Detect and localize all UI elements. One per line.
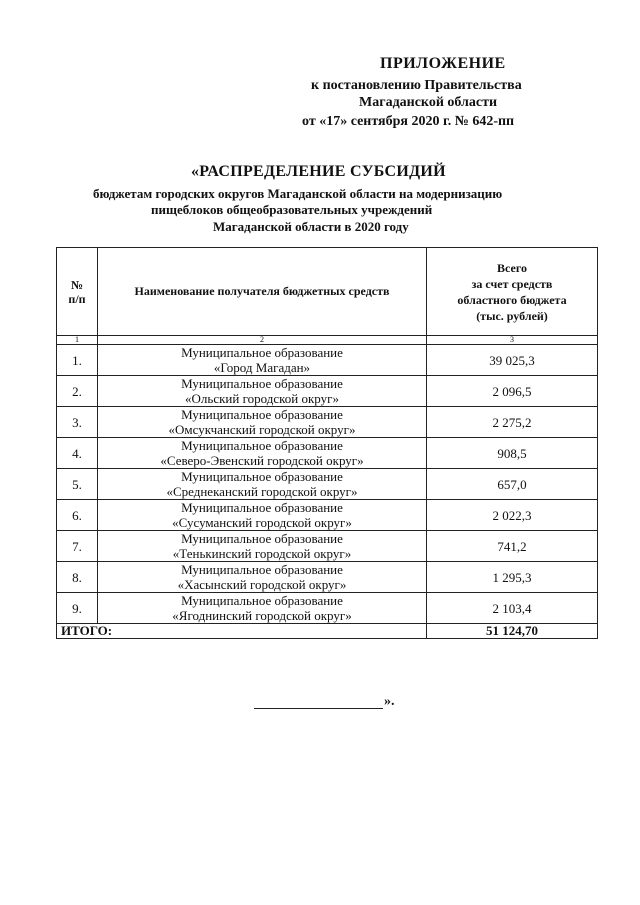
document-subtitle-1: бюджетам городских округов Магаданской области на модернизацию [93, 186, 503, 201]
table-row [57, 469, 598, 500]
table-row [57, 376, 598, 407]
subsidy-amount: 2 022,3 [427, 500, 598, 531]
row-number: 5. [57, 469, 98, 500]
region-line: Магаданской области [359, 95, 498, 110]
recipient-name: Муниципальное образование «Омсукчанский городской округ» [98, 407, 427, 438]
recipient-name: Муниципальное образование «Хасынский городской округ» [98, 562, 427, 593]
resolution-ref-line: к постановлению Правительства [311, 78, 522, 93]
row-number: 8. [57, 562, 98, 593]
recipient-name: Муниципальное образование «Ягоднинский городской округ» [98, 593, 427, 624]
row-number: 9. [57, 593, 98, 624]
table-row [57, 438, 598, 469]
total-amount: 51 124,70 [427, 624, 598, 639]
subsidy-amount: 741,2 [427, 531, 598, 562]
column-number-2: 2 [98, 336, 427, 345]
recipient-name: Муниципальное образование «Тенькинский городской округ» [98, 531, 427, 562]
closing-quote: ». [384, 694, 395, 709]
subsidy-amount: 2 103,4 [427, 593, 598, 624]
subsidy-amount: 657,0 [427, 469, 598, 500]
subsidy-amount: 2 275,2 [427, 407, 598, 438]
document-subtitle-2: пищеблоков общеобразовательных учреждений [151, 202, 433, 217]
subsidy-amount: 39 025,3 [427, 345, 598, 376]
recipient-name: Муниципальное образование «Город Магадан» [98, 345, 427, 376]
column-number-3: 3 [427, 336, 598, 345]
document-title: «РАСПРЕДЕЛЕНИЕ СУБСИДИЙ [191, 163, 446, 180]
signature-line [254, 694, 383, 709]
table-row [57, 531, 598, 562]
column-number-row [57, 336, 598, 345]
row-number: 7. [57, 531, 98, 562]
subsidy-amount: 1 295,3 [427, 562, 598, 593]
header-recipient: Наименование получателя бюджетных средств [98, 248, 427, 336]
resolution-date-line: от «17» сентября 2020 г. № 642-пп [302, 114, 515, 129]
row-number: 3. [57, 407, 98, 438]
total-row [57, 624, 598, 639]
table-row [57, 407, 598, 438]
subsidy-amount: 908,5 [427, 438, 598, 469]
table-header-row [57, 248, 598, 336]
table-row [57, 593, 598, 624]
total-label: ИТОГО: [57, 624, 427, 639]
subsidy-amount: 2 096,5 [427, 376, 598, 407]
subsidy-table [56, 247, 598, 639]
row-number: 6. [57, 500, 98, 531]
row-number: 2. [57, 376, 98, 407]
document-subtitle-3: Магаданской области в 2020 году [213, 219, 409, 234]
table-row [57, 500, 598, 531]
recipient-name: Муниципальное образование «Ольский городской округ» [98, 376, 427, 407]
header-number: № п/п [57, 248, 98, 336]
recipient-name: Муниципальное образование «Сусуманский городской округ» [98, 500, 427, 531]
appendix-title: ПРИЛОЖЕНИЕ [380, 55, 506, 72]
row-number: 4. [57, 438, 98, 469]
header-total: Всего за счет средств областного бюджета (тыс. рублей) [427, 248, 598, 336]
row-number: 1. [57, 345, 98, 376]
table-row [57, 562, 598, 593]
column-number-1: 1 [57, 336, 98, 345]
table-row [57, 345, 598, 376]
recipient-name: Муниципальное образование «Северо-Эвенский городской округ» [98, 438, 427, 469]
recipient-name: Муниципальное образование «Среднеканский городской округ» [98, 469, 427, 500]
